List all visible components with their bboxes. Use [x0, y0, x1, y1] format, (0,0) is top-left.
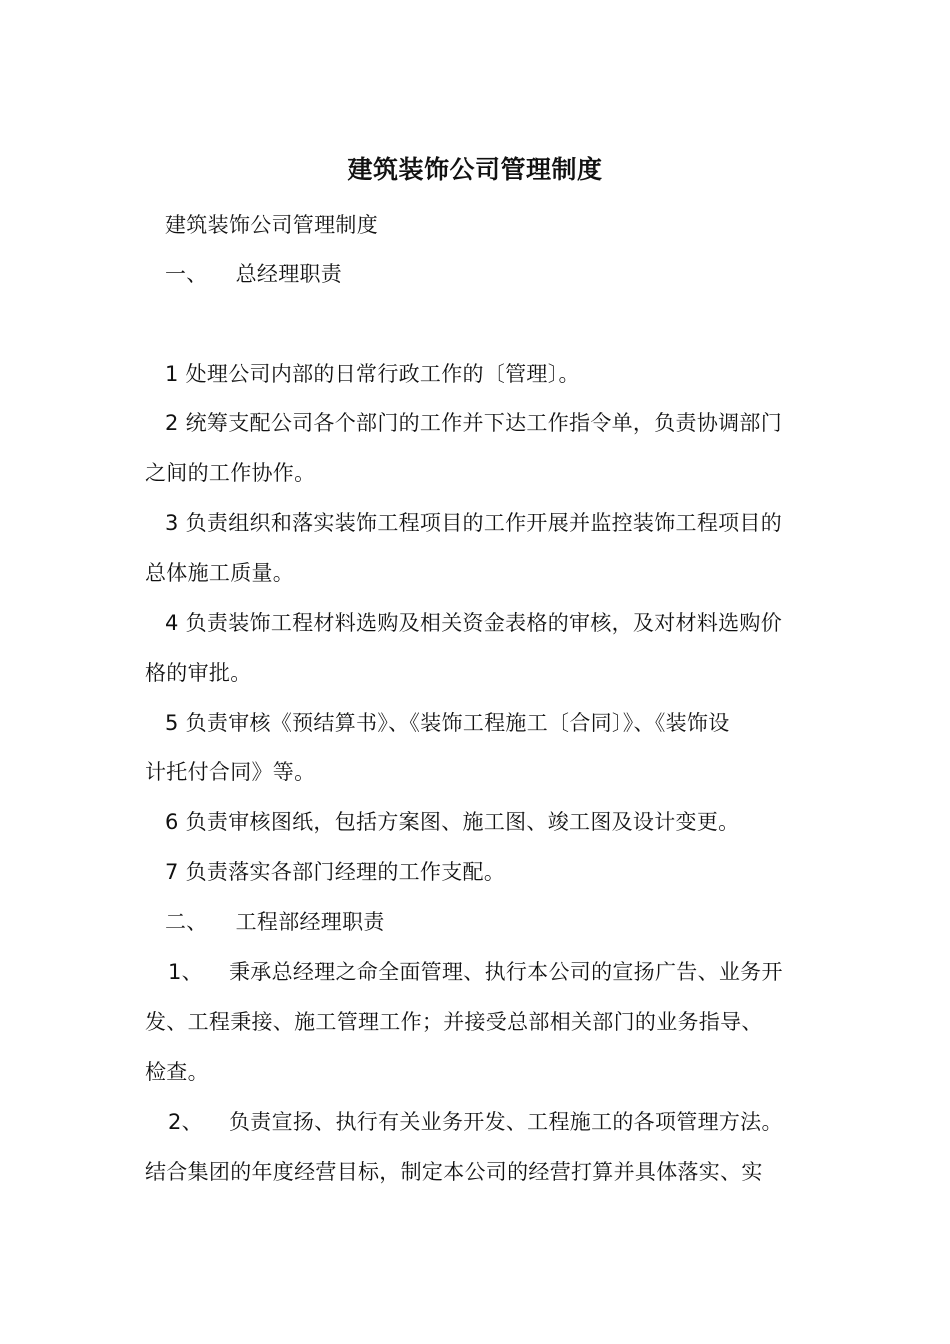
paragraph-line: 7 负责落实各部门经理的工作支配。 [165, 860, 506, 884]
paragraph-line: 3 负责组织和落实装饰工程项目的工作开展并监控装饰工程项目的 [165, 511, 783, 535]
paragraph-line: 发、工程秉接、施工管理工作；并接受总部相关部门的业务指导、 [145, 1010, 763, 1034]
paragraph-line: 计托付合同》等。 [145, 760, 316, 784]
paragraph-line: 4 负责装饰工程材料选购及相关资金表格的审核，及对材料选购价 [165, 611, 783, 635]
paragraph-line: 1 处理公司内部的日常行政工作的〔管理〕。 [165, 362, 580, 386]
section-heading-2 [165, 904, 830, 940]
document-subtitle: 建筑装饰公司管理制度 [165, 213, 378, 237]
item-number: 1、 [168, 960, 203, 984]
paragraph-line: 总体施工质量。 [145, 561, 295, 585]
item-text: 秉承总经理之命全面管理、执行本公司的宣扬广告、业务开 [228, 960, 783, 984]
section-number: 一、 [165, 262, 208, 286]
paragraph-line: 5 负责审核《预结算书》、《装饰工程施工〔合同〕》、《装饰设 [165, 711, 730, 735]
section-heading-1 [165, 256, 830, 292]
item-number: 2、 [168, 1110, 203, 1134]
paragraph-line [168, 954, 833, 990]
item-text: 负责宣扬、执行有关业务开发、工程施工的各项管理方法。 [228, 1110, 783, 1134]
paragraph-line: 之间的工作协作。 [145, 461, 316, 485]
paragraph-line: 检查。 [145, 1060, 209, 1084]
section-number: 二、 [165, 910, 208, 934]
section-title: 总经理职责 [235, 262, 343, 286]
section-title: 工程部经理职责 [235, 910, 385, 934]
paragraph-line: 格的审批。 [145, 661, 252, 685]
document-title: 建筑装饰公司管理制度 [347, 155, 603, 184]
paragraph-line [168, 1104, 833, 1140]
paragraph-line: 2 统筹支配公司各个部门的工作并下达工作指令单，负责协调部门 [165, 411, 783, 435]
paragraph-line: 结合集团的年度经营目标，制定本公司的经营打算并具体落实、实 [145, 1160, 763, 1184]
paragraph-line: 6 负责审核图纸，包括方案图、施工图、竣工图及设计变更。 [165, 810, 740, 834]
